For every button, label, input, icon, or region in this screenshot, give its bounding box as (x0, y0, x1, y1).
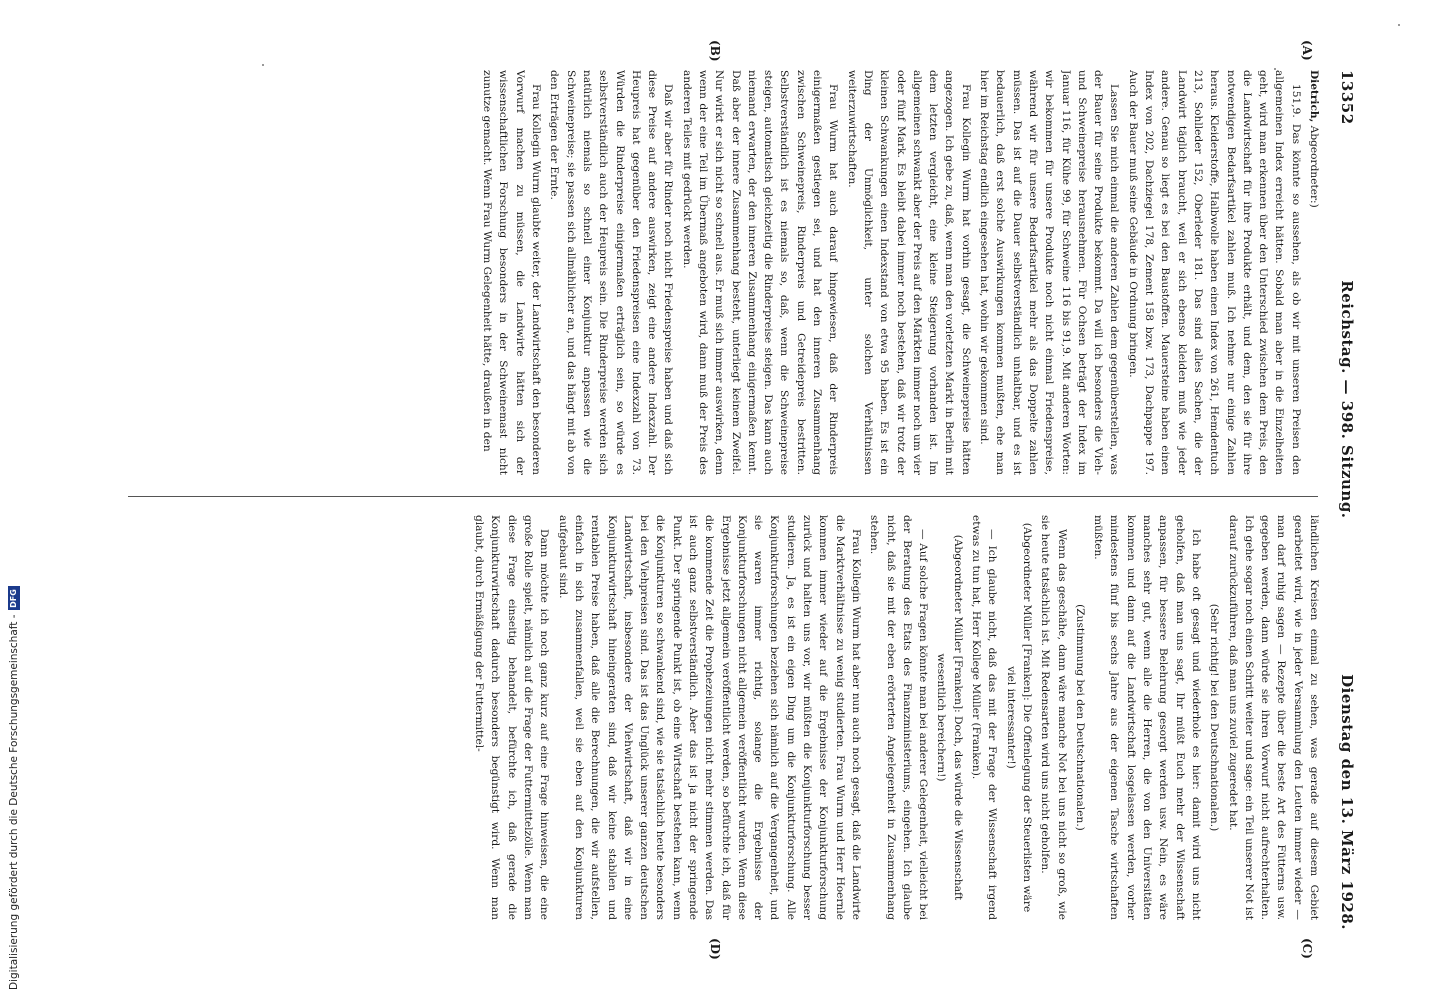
scan-speck (262, 64, 264, 66)
speaker-name: Dietrich, (1308, 70, 1320, 123)
paragraph: ländlichen Kreisen einmal zu sehen, was gerade auf diesem Gebiet gearbeitet wird, wie in jeder Versammlung den Leuten immer wieder — man darf ruhig sagen — Rezepte über die beste Art des Fütterns usw. gegeben werden, dann würde sie ihren Vorwurf nicht aufrechterhalten. Ich gehe sogar noch einen Schritt weiter und sage: ein Teil unserer Not ist darauf zurückzuführen, daß man uns zuviel zugeredet hat. (1226, 515, 1320, 920)
scanned-page (112, 40, 1362, 960)
page-number: 13352 (1338, 70, 1356, 125)
paragraph: Frau Kollegin Wurm hat aber nun auch noch gesagt, daß die Landwirte die Marktverhältnisse zu wenig studierten. Frau Wurm und Herr Hoernle kommen immer wieder auf die Ergebnisse der Konjunkturforschung zurück und halten uns vor, wir müßten die Konjunkturforschung besser studieren. Ja, es ist ein eigen Ding um die Konjunkturforschung. Alle Konjunkturforschungen beziehen sich nämlich auf die Vergangenheit, und sie waren immer richtig, solange die Ergebnisse der Konjunkturforschungen nicht allgemein veröffentlicht wurden. Wenn diese Ergebnisse jetzt allgemein veröffentlicht werden, so befürchte ich, daß für die kommende Zeit die Prophezeiungen nicht mehr stimmen werden. Das ist auch ganz selbstverständlich. Aber das ist ja nicht der springende Punkt. Der springende Punkt ist, ob eine Wirtschaft bestehen kann, wenn die Konjunkturen so schwankend sind, wie sie tatsächlich heute besonders bei den Viehpreisen sind. Das ist das Unglück unserer ganzen deutschen Landwirtschaft, insbesondere der Viehwirtschaft, daß wir in eine Konjunkturwirtschaft hineingeraten sind, daß wir keine stabilen und rentablen Preise haben, daß alle die Berechnungen, die wir aufstellen, einfach in sich zusammenfallen, weil sie eben auf den Konjunkturen aufgebaut sind. (556, 515, 862, 920)
interjection: (Abgeordneter Müller [Franken]: Die Offenlegung der Steuerlisten wäre viel interessanter!) (1004, 522, 1033, 913)
interjection: (Sehr richtig! bei den Deutschnationalen.) (1208, 603, 1221, 832)
margin-marker-b: (B) (708, 40, 722, 62)
interjection: (Abgeordneter Müller [Franken]: Doch, das würde die Wissenschaft wesentlich bereichern!) (935, 534, 964, 901)
left-column (122, 70, 1322, 475)
paragraph: 151,9. Das könnte so aussehen, als ob wir mit unseren Preisen den allgemeinen Index erreicht hätten. Sobald man aber in die Einzelheiten geht, wird man erkennen über den Unterschied zwischen dem Preis, den die Landwirtschaft für ihre Produkte erhält, und dem, den sie für ihre notwendigen Bedarfsartikel zahlen muß. Ich nehme nur einige Zahlen heraus. Kleiderstoffe, Halbwolle haben einen Index von 261, Hemdentuch 213, Sohlleder 152, Oberleder 181. Das sind alles Sachen, die der Landwirt täglich braucht, weil er sich ebenso kleiden muß wie jeder andere. Genau so liegt es bei den Baustoffen. Mauersteine haben einen Index von 202, Dachziegel 178, Zement 158 bzw. 173, Dachpappe 197. Auch der Bauer muß seine Gebäude in Ordnung bringen. (1126, 70, 1302, 475)
paragraph: Frau Kollegin Wurm hat vorhin gesagt, die Schweinepreise hätten angezogen. Ich gebe zu, daß, wenn man den vorletzten Markt in Berlin mit dem letzten vergleicht, eine kleine Steigerung vorhanden ist. Im allgemeinen schwankt aber der Preis auf den Märkten immer noch um vier oder fünf Mark. Es bleibt dabei immer noch bestehen, daß wir trotz der kleinen Schwankungen einen Indexstand von etwa 95 haben. Es ist ein Ding der Unmöglichkeit, unter solchen Verhältnissen weiterzuwirtschaften. (845, 70, 972, 475)
page-header (1332, 70, 1362, 930)
header-session: Reichstag. — 398. Sitzung. (1338, 280, 1356, 519)
header-date: Dienstag den 13. März 1928. (1338, 674, 1356, 930)
speaker-role: Abgeordneter:) (1308, 122, 1320, 208)
paragraph: Frau Wurm hat auch darauf hingewiesen, daß der Rinderpreis einigermaßen gestiegen sei, und hat den inneren Zusammenhang zwischen Schweinepreis, Rinderpreis und Getreidepreis bestritten. Selbstverständlich ist es niemals so, daß, wenn die Schweinepreise steigen, automatisch gleichzeitig die Rinderpreise steigen. Das kann auch niemand erwarten, der den inneren Zusammenhang einigermaßen kennt. Daß aber der innere Zusammenhang besteht, unterliegt keinem Zweifel. Nur wirkt er sich nicht so schnell aus. Er muß sich immer auswirken, denn wenn der eine Teil im Übermaß angeboten wird, dann muß der Preis des anderen Teiles mit gedrückt werden. (680, 70, 840, 475)
speaker-line (1306, 70, 1322, 475)
paragraph: Wenn das geschähe, dann wäre manche Not bei uns nicht so groß, wie sie heute tatsächlich ist. Mit Redensarten wird uns nicht geholfen. (1039, 515, 1068, 920)
digitization-credit (6, 570, 22, 990)
dfg-logo: DFG (8, 586, 20, 610)
paragraph: Frau Kollegin Wurm glaubte weiter, der Landwirtschaft den besonderen Vorwurf machen zu müssen, die Landwirte hätten sich der wissenschaftlichen Forschung besonders in der Schweinemast nicht zunutze gemacht. Wenn Frau Wurm Gelegenheit hätte, draußen in den (481, 70, 543, 475)
margin-marker-c: (C) (1300, 938, 1314, 959)
interjection: (Zustimmung bei den Deutschnationalen.) (1073, 604, 1086, 831)
paragraph: Ich habe oft gesagt und wiederhole es hier: damit wird uns nicht geholfen, daß man uns sagt, Ihr müßt Euch mehr der Wissenschaft anpassen, für bessere Belehrung gesorgt werden usw. Nein, es wäre manches sehr gut, wenn alle die Herren, die von den Universitäten kommen und dann auf die Landwirtschaft losgelassen werden, vorher mindestens fünf bis sechs Jahre aus der eigenen Tasche wirtschaften müßten. (1092, 515, 1202, 920)
right-column (122, 515, 1322, 920)
scan-speck (1274, 68, 1276, 70)
column-divider (128, 496, 1318, 497)
margin-marker-d: (D) (708, 938, 722, 960)
paragraph: Dann möchte ich noch ganz kurz auf eine Frage hinweisen, die eine große Rolle spielt, nämlich auf die Frage der Futtermittelzölle. Wenn man diese Frage einseitig behandelt, befürchte ich, daß gerade die Konjunkturwirtschaft dadurch besonders begünstigt wird. Wenn man glaubt, durch Ermäßigung der Futtermittel- (473, 515, 551, 920)
paragraph: — Ich glaube nicht, daß das mit der Frage der Wissenschaft irgend etwas zu tun hat, Herr Kollege Müller (Franken). (970, 515, 999, 920)
paragraph: — Auf solche Fragen könnte man bei anderer Gelegenheit, vielleicht bei der Beratung des Etats des Finanzministeriums, eingehen. Ich glaube nicht, daß sie mit der eben erörterten Angelegenheit in Zusammenhang stehen. (868, 515, 930, 920)
margin-marker-a: (A) (1300, 40, 1314, 61)
paragraph: Lassen Sie mich einmal die anderen Zahlen dem gegenüberstellen, was der Bauer für seine Produkte bekommt. Da will ich besonders die Vieh- und Schweinepreise herausnehmen. Für Ochsen beträgt der Index im Januar 116, für Kühe 99, für Schweine 116 bis 91,9. Mit anderen Worten: wir bekommen für unsere Produkte noch nicht einmal Friedenspreise, während wir für unsere Bedarfsartikel mehr als das Doppelte zahlen müssen. Das ist auf die Dauer selbstverständlich unhaltbar, und es ist bedauerlich, daß erst solche Auswirkungen kommen mußten, ehe man hier im Reichstag endlich eingesehen hat, wohin wir gekommen sind. (978, 70, 1121, 475)
paragraph: Daß wir aber für Rinder noch nicht Friedenspreise haben und daß sich diese Preise auf andere auswirken, zeigt eine andere Indexzahl. Der Heupreis hat gegenüber den Friedenspreisen eine Indexzahl von 73. Würden die Rinderpreise einigermaßen erträglich sein, so würde es selbstverständlich auch der Heupreis sein. Die Rinderpreise werden sich natürlich niemals so schnell einer Konjunktur anpassen wie die Schweinepreise; sie passen sich allmählicher an, und das hängt mit ab von den Erträgen der Ernte. (548, 70, 675, 475)
credit-text: Digitalisierung gefördert durch die Deutsche Forschungsgemeinschaft - (8, 614, 20, 990)
scan-speck (1398, 24, 1400, 26)
